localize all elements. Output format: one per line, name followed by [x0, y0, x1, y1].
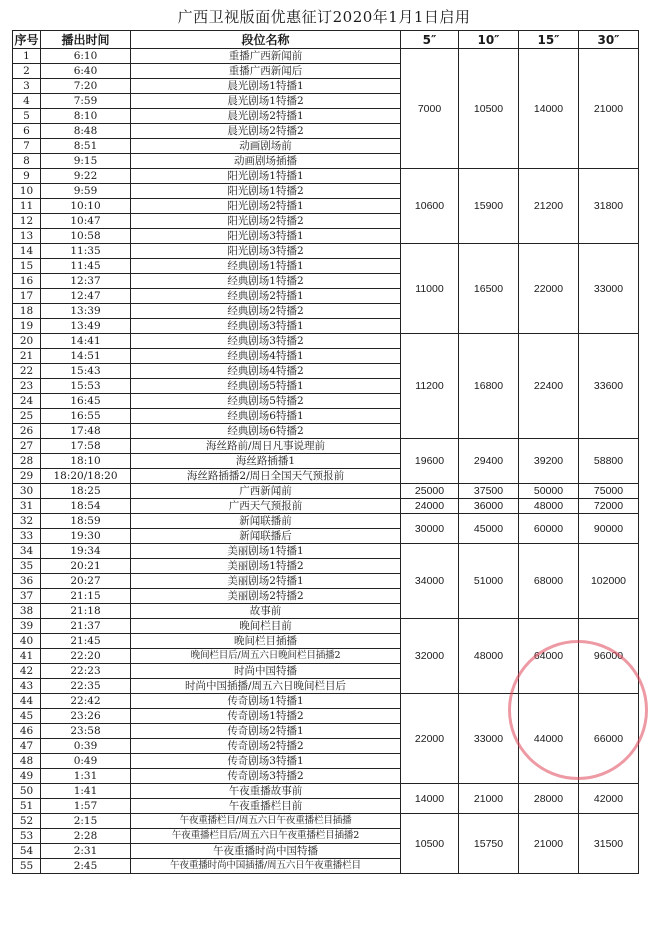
header-30s: 30″ [579, 31, 639, 49]
segment-name: 海丝路插播1 [131, 454, 401, 469]
row-number: 24 [13, 394, 41, 409]
price-5s: 10600 [401, 169, 459, 244]
row-number: 49 [13, 769, 41, 784]
row-number: 43 [13, 679, 41, 694]
price-15s: 21000 [519, 814, 579, 874]
price-15s: 21200 [519, 169, 579, 244]
segment-name: 经典剧场5特播2 [131, 394, 401, 409]
price-30s: 33000 [579, 244, 639, 334]
table-row [13, 484, 639, 499]
air-time: 13:49 [41, 319, 131, 334]
row-number: 52 [13, 814, 41, 829]
air-time: 1:41 [41, 784, 131, 799]
segment-name: 午夜重播栏目前 [131, 799, 401, 814]
segment-name: 经典剧场3特播1 [131, 319, 401, 334]
header-no: 序号 [13, 31, 41, 49]
segment-name: 传奇剧场3特播2 [131, 769, 401, 784]
row-number: 38 [13, 604, 41, 619]
row-number: 34 [13, 544, 41, 559]
segment-name: 经典剧场1特播1 [131, 259, 401, 274]
table-row [13, 784, 639, 799]
row-number: 29 [13, 469, 41, 484]
price-30s: 90000 [579, 514, 639, 544]
price-5s: 19600 [401, 439, 459, 484]
air-time: 2:28 [41, 829, 131, 844]
segment-name: 新闻联播前 [131, 514, 401, 529]
segment-name: 晨光剧场1特播2 [131, 94, 401, 109]
segment-name: 晚间栏目前 [131, 619, 401, 634]
row-number: 42 [13, 664, 41, 679]
price-30s: 58800 [579, 439, 639, 484]
segment-name: 经典剧场2特播1 [131, 289, 401, 304]
price-15s: 50000 [519, 484, 579, 499]
price-15s: 48000 [519, 499, 579, 514]
segment-name: 经典剧场4特播2 [131, 364, 401, 379]
row-number: 40 [13, 634, 41, 649]
row-number: 47 [13, 739, 41, 754]
header-time: 播出时间 [41, 31, 131, 49]
row-number: 46 [13, 724, 41, 739]
segment-name: 晨光剧场1特播1 [131, 79, 401, 94]
row-number: 17 [13, 289, 41, 304]
price-30s: 31500 [579, 814, 639, 874]
price-30s: 75000 [579, 484, 639, 499]
segment-name: 时尚中国特播 [131, 664, 401, 679]
air-time: 17:58 [41, 439, 131, 454]
row-number: 41 [13, 649, 41, 664]
price-30s: 31800 [579, 169, 639, 244]
row-number: 27 [13, 439, 41, 454]
air-time: 16:55 [41, 409, 131, 424]
row-number: 20 [13, 334, 41, 349]
air-time: 2:45 [41, 859, 131, 874]
price-30s: 33600 [579, 334, 639, 439]
row-number: 26 [13, 424, 41, 439]
row-number: 30 [13, 484, 41, 499]
row-number: 4 [13, 94, 41, 109]
table-row [13, 514, 639, 529]
price-10s: 29400 [459, 439, 519, 484]
air-time: 10:58 [41, 229, 131, 244]
price-15s: 22400 [519, 334, 579, 439]
row-number: 54 [13, 844, 41, 859]
row-number: 18 [13, 304, 41, 319]
row-number: 19 [13, 319, 41, 334]
segment-name: 经典剧场6特播1 [131, 409, 401, 424]
air-time: 22:35 [41, 679, 131, 694]
air-time: 10:47 [41, 214, 131, 229]
segment-name: 重播广西新闻后 [131, 64, 401, 79]
row-number: 7 [13, 139, 41, 154]
row-number: 13 [13, 229, 41, 244]
price-30s: 21000 [579, 49, 639, 169]
header-row [13, 31, 639, 49]
segment-name: 阳光剧场3特播1 [131, 229, 401, 244]
air-time: 1:57 [41, 799, 131, 814]
air-time: 9:22 [41, 169, 131, 184]
air-time: 18:20/18:20 [41, 469, 131, 484]
price-5s: 32000 [401, 619, 459, 694]
segment-name: 经典剧场2特播2 [131, 304, 401, 319]
row-number: 48 [13, 754, 41, 769]
row-number: 21 [13, 349, 41, 364]
segment-name: 美丽剧场2特播2 [131, 589, 401, 604]
table-row [13, 334, 639, 349]
air-time: 22:23 [41, 664, 131, 679]
price-5s: 7000 [401, 49, 459, 169]
price-10s: 45000 [459, 514, 519, 544]
row-number: 1 [13, 49, 41, 64]
segment-name: 阳光剧场2特播1 [131, 199, 401, 214]
air-time: 21:45 [41, 634, 131, 649]
price-10s: 36000 [459, 499, 519, 514]
air-time: 14:51 [41, 349, 131, 364]
header-segment: 段位名称 [131, 31, 401, 49]
row-number: 6 [13, 124, 41, 139]
row-number: 8 [13, 154, 41, 169]
price-5s: 10500 [401, 814, 459, 874]
rate-table-body [13, 49, 639, 874]
segment-name: 午夜重播时尚中国插播/周五六日午夜重播栏目 [131, 859, 401, 874]
segment-name: 阳光剧场1特播2 [131, 184, 401, 199]
header-15s: 15″ [519, 31, 579, 49]
price-30s: 102000 [579, 544, 639, 619]
table-row [13, 169, 639, 184]
row-number: 55 [13, 859, 41, 874]
row-number: 35 [13, 559, 41, 574]
segment-name: 传奇剧场3特播1 [131, 754, 401, 769]
segment-name: 经典剧场4特播1 [131, 349, 401, 364]
price-10s: 15900 [459, 169, 519, 244]
table-row [13, 814, 639, 829]
price-30s: 72000 [579, 499, 639, 514]
table-row [13, 619, 639, 634]
segment-name: 动画剧场插播 [131, 154, 401, 169]
air-time: 15:43 [41, 364, 131, 379]
row-number: 51 [13, 799, 41, 814]
row-number: 5 [13, 109, 41, 124]
price-30s: 96000 [579, 619, 639, 694]
air-time: 17:48 [41, 424, 131, 439]
air-time: 0:49 [41, 754, 131, 769]
price-30s: 66000 [579, 694, 639, 784]
segment-name: 晨光剧场2特播2 [131, 124, 401, 139]
row-number: 39 [13, 619, 41, 634]
segment-name: 广西新闻前 [131, 484, 401, 499]
air-time: 11:45 [41, 259, 131, 274]
table-row [13, 499, 639, 514]
row-number: 15 [13, 259, 41, 274]
air-time: 19:30 [41, 529, 131, 544]
row-number: 37 [13, 589, 41, 604]
air-time: 13:39 [41, 304, 131, 319]
price-15s: 60000 [519, 514, 579, 544]
air-time: 14:41 [41, 334, 131, 349]
air-time: 2:15 [41, 814, 131, 829]
air-time: 21:37 [41, 619, 131, 634]
price-5s: 22000 [401, 694, 459, 784]
row-number: 28 [13, 454, 41, 469]
air-time: 20:21 [41, 559, 131, 574]
row-number: 9 [13, 169, 41, 184]
segment-name: 经典剧场3特播2 [131, 334, 401, 349]
table-row [13, 439, 639, 454]
segment-name: 海丝路插播2/周日全国天气预报前 [131, 469, 401, 484]
air-time: 7:20 [41, 79, 131, 94]
row-number: 23 [13, 379, 41, 394]
row-number: 16 [13, 274, 41, 289]
row-number: 11 [13, 199, 41, 214]
segment-name: 午夜重播栏目后/周五六日午夜重播栏目插播2 [131, 829, 401, 844]
air-time: 6:40 [41, 64, 131, 79]
price-15s: 14000 [519, 49, 579, 169]
price-10s: 16800 [459, 334, 519, 439]
price-5s: 34000 [401, 544, 459, 619]
table-row [13, 244, 639, 259]
air-time: 9:59 [41, 184, 131, 199]
row-number: 50 [13, 784, 41, 799]
air-time: 23:26 [41, 709, 131, 724]
air-time: 23:58 [41, 724, 131, 739]
price-15s: 22000 [519, 244, 579, 334]
air-time: 8:51 [41, 139, 131, 154]
price-10s: 33000 [459, 694, 519, 784]
segment-name: 晚间栏目后/周五六日晚间栏目插播2 [131, 649, 401, 664]
air-time: 18:10 [41, 454, 131, 469]
row-number: 31 [13, 499, 41, 514]
segment-name: 午夜重播时尚中国特播 [131, 844, 401, 859]
segment-name: 午夜重播栏目/周五六日午夜重播栏目插播 [131, 814, 401, 829]
air-time: 20:27 [41, 574, 131, 589]
segment-name: 午夜重播故事前 [131, 784, 401, 799]
price-10s: 15750 [459, 814, 519, 874]
segment-name: 经典剧场1特播2 [131, 274, 401, 289]
price-10s: 21000 [459, 784, 519, 814]
segment-name: 晚间栏目插播 [131, 634, 401, 649]
row-number: 12 [13, 214, 41, 229]
air-time: 12:37 [41, 274, 131, 289]
segment-name: 传奇剧场1特播1 [131, 694, 401, 709]
air-time: 19:34 [41, 544, 131, 559]
price-15s: 68000 [519, 544, 579, 619]
air-time: 8:10 [41, 109, 131, 124]
segment-name: 美丽剧场1特播2 [131, 559, 401, 574]
segment-name: 海丝路前/周日凡事说理前 [131, 439, 401, 454]
segment-name: 传奇剧场1特播2 [131, 709, 401, 724]
row-number: 22 [13, 364, 41, 379]
air-time: 2:31 [41, 844, 131, 859]
segment-name: 阳光剧场3特播2 [131, 244, 401, 259]
row-number: 2 [13, 64, 41, 79]
row-number: 36 [13, 574, 41, 589]
air-time: 21:18 [41, 604, 131, 619]
air-time: 11:35 [41, 244, 131, 259]
segment-name: 新闻联播后 [131, 529, 401, 544]
air-time: 12:47 [41, 289, 131, 304]
air-time: 6:10 [41, 49, 131, 64]
price-10s: 16500 [459, 244, 519, 334]
segment-name: 阳光剧场1特播1 [131, 169, 401, 184]
segment-name: 经典剧场6特播2 [131, 424, 401, 439]
segment-name: 美丽剧场1特播1 [131, 544, 401, 559]
segment-name: 美丽剧场2特播1 [131, 574, 401, 589]
segment-name: 经典剧场5特播1 [131, 379, 401, 394]
segment-name: 传奇剧场2特播2 [131, 739, 401, 754]
row-number: 25 [13, 409, 41, 424]
price-15s: 39200 [519, 439, 579, 484]
price-15s: 44000 [519, 694, 579, 784]
segment-name: 重播广西新闻前 [131, 49, 401, 64]
row-number: 33 [13, 529, 41, 544]
air-time: 0:39 [41, 739, 131, 754]
segment-name: 广西天气预报前 [131, 499, 401, 514]
table-row [13, 544, 639, 559]
air-time: 7:59 [41, 94, 131, 109]
price-5s: 25000 [401, 484, 459, 499]
segment-name: 阳光剧场2特播2 [131, 214, 401, 229]
price-5s: 11200 [401, 334, 459, 439]
price-10s: 10500 [459, 49, 519, 169]
segment-name: 故事前 [131, 604, 401, 619]
row-number: 53 [13, 829, 41, 844]
segment-name: 晨光剧场2特播1 [131, 109, 401, 124]
price-15s: 28000 [519, 784, 579, 814]
air-time: 9:15 [41, 154, 131, 169]
price-5s: 24000 [401, 499, 459, 514]
header-10s: 10″ [459, 31, 519, 49]
table-row [13, 49, 639, 64]
price-5s: 11000 [401, 244, 459, 334]
header-5s: 5″ [401, 31, 459, 49]
row-number: 32 [13, 514, 41, 529]
row-number: 14 [13, 244, 41, 259]
row-number: 45 [13, 709, 41, 724]
price-5s: 14000 [401, 784, 459, 814]
price-10s: 51000 [459, 544, 519, 619]
price-15s: 64000 [519, 619, 579, 694]
air-time: 18:59 [41, 514, 131, 529]
segment-name: 动画剧场前 [131, 139, 401, 154]
segment-name: 时尚中国插播/周五六日晚间栏目后 [131, 679, 401, 694]
price-5s: 30000 [401, 514, 459, 544]
rate-card-table [12, 30, 639, 874]
air-time: 18:54 [41, 499, 131, 514]
table-row [13, 694, 639, 709]
air-time: 18:25 [41, 484, 131, 499]
air-time: 15:53 [41, 379, 131, 394]
segment-name: 传奇剧场2特播1 [131, 724, 401, 739]
air-time: 10:10 [41, 199, 131, 214]
air-time: 8:48 [41, 124, 131, 139]
price-10s: 48000 [459, 619, 519, 694]
air-time: 21:15 [41, 589, 131, 604]
price-30s: 42000 [579, 784, 639, 814]
air-time: 22:42 [41, 694, 131, 709]
row-number: 3 [13, 79, 41, 94]
document-title: 广西卫视版面优惠征订2020年1月1日启用 [177, 8, 471, 26]
air-time: 16:45 [41, 394, 131, 409]
price-10s: 37500 [459, 484, 519, 499]
air-time: 1:31 [41, 769, 131, 784]
air-time: 22:20 [41, 649, 131, 664]
row-number: 44 [13, 694, 41, 709]
row-number: 10 [13, 184, 41, 199]
